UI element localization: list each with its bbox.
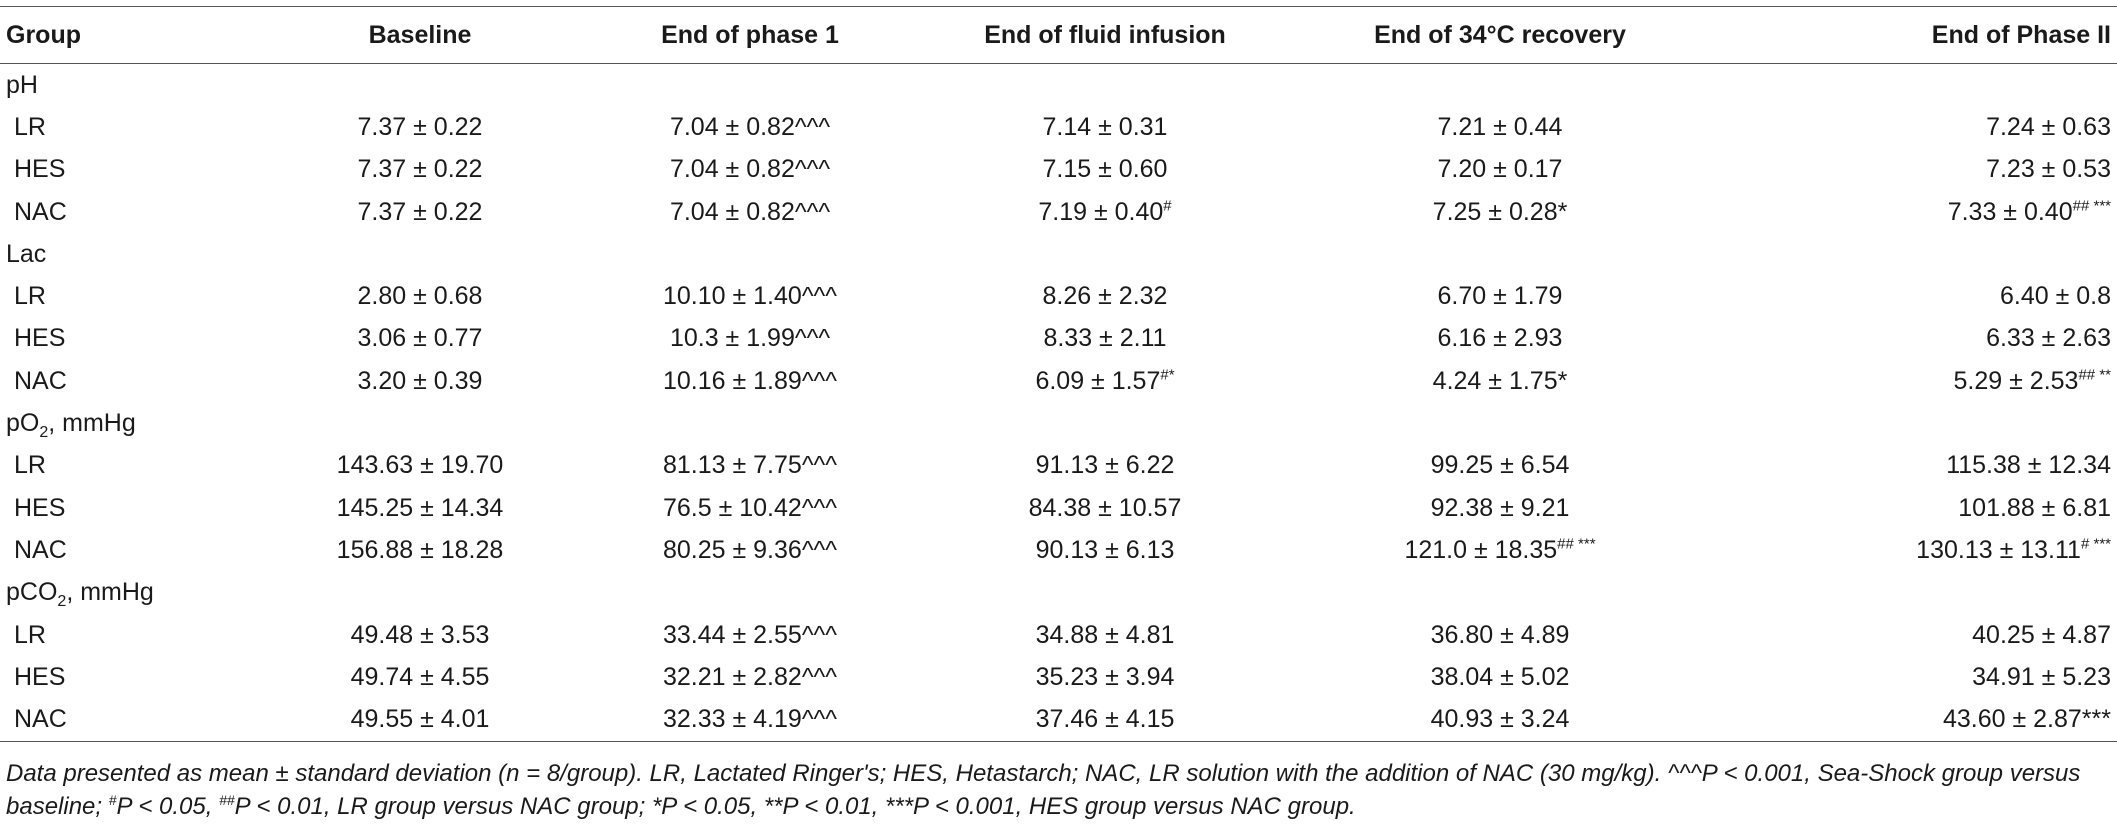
cell-end-of-34c-recovery <box>1300 529 1700 571</box>
cell-end-of-phase-ii <box>1700 487 2117 529</box>
cell-end-of-fluid-infusion <box>910 191 1300 233</box>
cell-value: 2.80 ± 0.68 <box>357 282 483 311</box>
cell-baseline <box>250 614 590 656</box>
cell-baseline <box>250 275 590 317</box>
table-row <box>0 318 2117 360</box>
cell-significance-marker: ## *** <box>1557 535 1596 553</box>
table-row <box>0 656 2117 698</box>
cell-value: 145.25 ± 14.34 <box>336 493 504 522</box>
cell-end-of-phase-1 <box>590 191 910 233</box>
header-end-of-34c-recovery: End of 34°C recovery <box>1300 7 1700 64</box>
cell-value: 7.37 ± 0.22 <box>357 155 483 184</box>
cell-value: 36.80 ± 4.89 <box>1430 620 1570 649</box>
cell-value: 6.09 ± 1.57 <box>1035 366 1161 395</box>
cell-value: 5.29 ± 2.53 <box>1953 366 2079 395</box>
table-row <box>0 106 2117 148</box>
cell-baseline <box>250 529 590 571</box>
cell-value: 35.23 ± 3.94 <box>1035 662 1175 691</box>
cell-end-of-phase-1 <box>590 529 910 571</box>
group-label: HES <box>14 662 66 691</box>
cell-end-of-fluid-infusion <box>910 360 1300 402</box>
cell-value: 6.33 ± 2.63 <box>1986 324 2111 353</box>
cell-end-of-phase-ii <box>1700 360 2117 402</box>
cell-end-of-fluid-infusion <box>910 698 1300 741</box>
cell-value: 8.33 ± 2.11 <box>1043 324 1167 353</box>
cell-end-of-fluid-infusion <box>910 318 1300 360</box>
footnote-text-3: P < 0.01, LR group versus NAC group; *P < 0.05, **P < 0.01, ***P < 0.001, HES group versus NAC group. <box>234 793 1356 820</box>
cell-value: 90.13 ± 6.13 <box>1035 535 1175 564</box>
cell-baseline <box>250 487 590 529</box>
section-row <box>0 64 2117 107</box>
section-row <box>0 233 2117 275</box>
cell-end-of-phase-ii <box>1700 191 2117 233</box>
cell-end-of-phase-ii <box>1700 149 2117 191</box>
group-label: LR <box>14 282 46 311</box>
cell-end-of-phase-ii <box>1700 445 2117 487</box>
section-title-text: pCO <box>6 578 58 607</box>
header-baseline: Baseline <box>250 7 590 64</box>
cell-value: 49.55 ± 4.01 <box>350 705 490 734</box>
header-group: Group <box>0 7 250 64</box>
cell-value: 130.13 ± 13.11 <box>1916 535 2081 564</box>
section-title <box>0 572 2117 614</box>
group-label: LR <box>14 112 46 141</box>
section-row <box>0 402 2117 444</box>
cell-end-of-fluid-infusion <box>910 656 1300 698</box>
cell-end-of-phase-1 <box>590 318 910 360</box>
footnote-sup-1: # <box>108 792 117 808</box>
cell-significance-marker: # *** <box>2080 535 2111 553</box>
table-header <box>0 7 2117 64</box>
cell-value: 7.21 ± 0.44 <box>1437 112 1563 141</box>
cell-value: 7.37 ± 0.22 <box>357 197 483 226</box>
cell-value: 7.23 ± 0.53 <box>1986 155 2111 184</box>
cell-baseline <box>250 698 590 741</box>
cell-significance-marker: ## ** <box>2078 366 2111 384</box>
section-title-text: Lac <box>6 239 47 268</box>
table-row <box>0 445 2117 487</box>
cell-end-of-phase-ii <box>1700 275 2117 317</box>
section-title <box>0 233 2117 275</box>
cell-value: 32.21 ± 2.82^^^ <box>662 662 838 691</box>
cell-end-of-phase-ii <box>1700 529 2117 571</box>
group-label: NAC <box>14 197 67 226</box>
cell-value: 101.88 ± 6.81 <box>1958 493 2111 522</box>
cell-end-of-fluid-infusion <box>910 149 1300 191</box>
cell-end-of-34c-recovery <box>1300 360 1700 402</box>
cell-end-of-34c-recovery <box>1300 149 1700 191</box>
cell-end-of-fluid-infusion <box>910 529 1300 571</box>
table-row <box>0 614 2117 656</box>
cell-value: 92.38 ± 9.21 <box>1430 493 1570 522</box>
cell-end-of-phase-1 <box>590 275 910 317</box>
footnote-text-1: Data presented as mean ± standard deviation (n = 8/group). LR, Lactated Ringer's; HES, Hetastarch; NAC, LR solution with the addition of NAC (30 mg/kg). ^^^P < 0.001, Sea-Shock group versus baseline; <box>6 760 2081 820</box>
cell-value: 121.0 ± 18.35 <box>1404 535 1558 564</box>
cell-baseline <box>250 360 590 402</box>
group-label: HES <box>14 324 66 353</box>
cell-end-of-phase-1 <box>590 698 910 741</box>
cell-baseline <box>250 318 590 360</box>
cell-baseline <box>250 106 590 148</box>
section-title <box>0 64 2117 107</box>
group-label: NAC <box>14 366 67 395</box>
cell-end-of-phase-1 <box>590 360 910 402</box>
group-label: LR <box>14 451 46 480</box>
section-title-unit: , mmHg <box>48 409 136 438</box>
cell-value: 6.70 ± 1.79 <box>1437 282 1563 311</box>
header-end-of-phase-1: End of phase 1 <box>590 7 910 64</box>
cell-end-of-34c-recovery <box>1300 275 1700 317</box>
header-row <box>0 7 2117 64</box>
group-label: LR <box>14 620 46 649</box>
cell-end-of-34c-recovery <box>1300 191 1700 233</box>
header-end-of-fluid-infusion: End of fluid infusion <box>910 7 1300 64</box>
cell-value: 49.74 ± 4.55 <box>350 662 490 691</box>
table-row <box>0 275 2117 317</box>
cell-baseline <box>250 445 590 487</box>
cell-value: 7.33 ± 0.40 <box>1947 197 2073 226</box>
cell-value: 8.26 ± 2.32 <box>1042 282 1168 311</box>
cell-significance-marker: # <box>1163 197 1172 215</box>
cell-end-of-34c-recovery <box>1300 614 1700 656</box>
cell-value: 115.38 ± 12.34 <box>1946 451 2111 480</box>
cell-value: 40.93 ± 3.24 <box>1430 705 1570 734</box>
cell-value: 10.3 ± 1.99^^^ <box>669 324 831 353</box>
results-table <box>0 6 2117 742</box>
cell-end-of-phase-1 <box>590 149 910 191</box>
cell-end-of-fluid-infusion <box>910 106 1300 148</box>
cell-value: 10.10 ± 1.40^^^ <box>662 282 838 311</box>
cell-end-of-34c-recovery <box>1300 445 1700 487</box>
section-title <box>0 402 2117 444</box>
cell-value: 7.14 ± 0.31 <box>1042 112 1168 141</box>
cell-end-of-34c-recovery <box>1300 318 1700 360</box>
section-title-unit: , mmHg <box>66 578 154 607</box>
header-end-of-phase-ii: End of Phase II <box>1700 7 2117 64</box>
cell-end-of-fluid-infusion <box>910 275 1300 317</box>
cell-value: 3.06 ± 0.77 <box>357 324 483 353</box>
cell-significance-marker: ## *** <box>2072 197 2111 215</box>
cell-end-of-phase-ii <box>1700 106 2117 148</box>
table-footnote <box>6 757 2106 823</box>
cell-value: 7.04 ± 0.82^^^ <box>669 112 831 141</box>
cell-end-of-34c-recovery <box>1300 487 1700 529</box>
cell-end-of-fluid-infusion <box>910 614 1300 656</box>
cell-baseline <box>250 656 590 698</box>
cell-end-of-phase-1 <box>590 106 910 148</box>
cell-baseline <box>250 149 590 191</box>
data-table-container <box>0 6 2117 742</box>
cell-end-of-phase-1 <box>590 656 910 698</box>
cell-value: 4.24 ± 1.75* <box>1432 366 1568 395</box>
table-row <box>0 487 2117 529</box>
cell-value: 7.19 ± 0.40 <box>1038 197 1164 226</box>
cell-value: 7.20 ± 0.17 <box>1437 155 1563 184</box>
table-row <box>0 360 2117 402</box>
cell-value: 34.91 ± 5.23 <box>1972 662 2111 691</box>
cell-value: 6.40 ± 0.8 <box>1999 282 2111 311</box>
table-row <box>0 698 2117 741</box>
cell-value: 40.25 ± 4.87 <box>1972 620 2111 649</box>
section-title-subscript: 2 <box>57 593 67 611</box>
cell-value: 33.44 ± 2.55^^^ <box>662 620 838 649</box>
cell-value: 76.5 ± 10.42^^^ <box>662 493 838 522</box>
cell-value: 10.16 ± 1.89^^^ <box>662 366 838 395</box>
group-label: NAC <box>0 698 250 741</box>
cell-end-of-phase-ii <box>1700 614 2117 656</box>
cell-value: 7.15 ± 0.60 <box>1042 155 1168 184</box>
cell-value: 156.88 ± 18.28 <box>336 535 504 564</box>
cell-end-of-34c-recovery <box>1300 698 1700 741</box>
cell-value: 37.46 ± 4.15 <box>1035 705 1175 734</box>
cell-value: 7.37 ± 0.22 <box>357 112 483 141</box>
cell-value: 6.16 ± 2.93 <box>1437 324 1563 353</box>
cell-value: 99.25 ± 6.54 <box>1430 451 1570 480</box>
cell-end-of-phase-ii <box>1700 318 2117 360</box>
cell-end-of-phase-ii <box>1700 656 2117 698</box>
table-row <box>0 191 2117 233</box>
cell-value: 7.04 ± 0.82^^^ <box>669 197 831 226</box>
cell-value: 49.48 ± 3.53 <box>350 620 490 649</box>
cell-end-of-phase-1 <box>590 614 910 656</box>
section-title-text: pH <box>6 70 38 99</box>
cell-value: 43.60 ± 2.87*** <box>1942 705 2111 734</box>
cell-end-of-phase-1 <box>590 445 910 487</box>
table-row <box>0 149 2117 191</box>
cell-value: 81.13 ± 7.75^^^ <box>662 451 838 480</box>
cell-end-of-fluid-infusion <box>910 445 1300 487</box>
cell-value: 84.38 ± 10.57 <box>1028 493 1182 522</box>
cell-value: 7.04 ± 0.82^^^ <box>669 155 831 184</box>
cell-end-of-34c-recovery <box>1300 656 1700 698</box>
cell-baseline <box>250 191 590 233</box>
cell-value: 7.25 ± 0.28* <box>1432 197 1568 226</box>
footnote-text-2: P < 0.05, <box>116 793 220 820</box>
cell-value: 7.24 ± 0.63 <box>1986 112 2111 141</box>
group-label: HES <box>14 493 66 522</box>
group-label: HES <box>14 155 66 184</box>
cell-end-of-34c-recovery <box>1300 106 1700 148</box>
cell-significance-marker: #* <box>1160 366 1175 384</box>
section-row <box>0 572 2117 614</box>
section-title-subscript: 2 <box>39 424 49 442</box>
section-title-text: pO <box>6 409 40 438</box>
cell-value: 143.63 ± 19.70 <box>336 451 504 480</box>
cell-end-of-phase-1 <box>590 487 910 529</box>
table-row <box>0 529 2117 571</box>
footnote-sup-2: ## <box>219 792 235 808</box>
cell-value: 34.88 ± 4.81 <box>1035 620 1175 649</box>
cell-value: 91.13 ± 6.22 <box>1035 451 1175 480</box>
cell-value: 32.33 ± 4.19^^^ <box>662 705 838 734</box>
table-body <box>0 64 2117 742</box>
group-label: NAC <box>14 535 67 564</box>
cell-end-of-fluid-infusion <box>910 487 1300 529</box>
cell-value: 3.20 ± 0.39 <box>357 366 483 395</box>
cell-end-of-phase-ii <box>1700 698 2117 741</box>
cell-value: 38.04 ± 5.02 <box>1430 662 1570 691</box>
cell-value: 80.25 ± 9.36^^^ <box>662 535 838 564</box>
